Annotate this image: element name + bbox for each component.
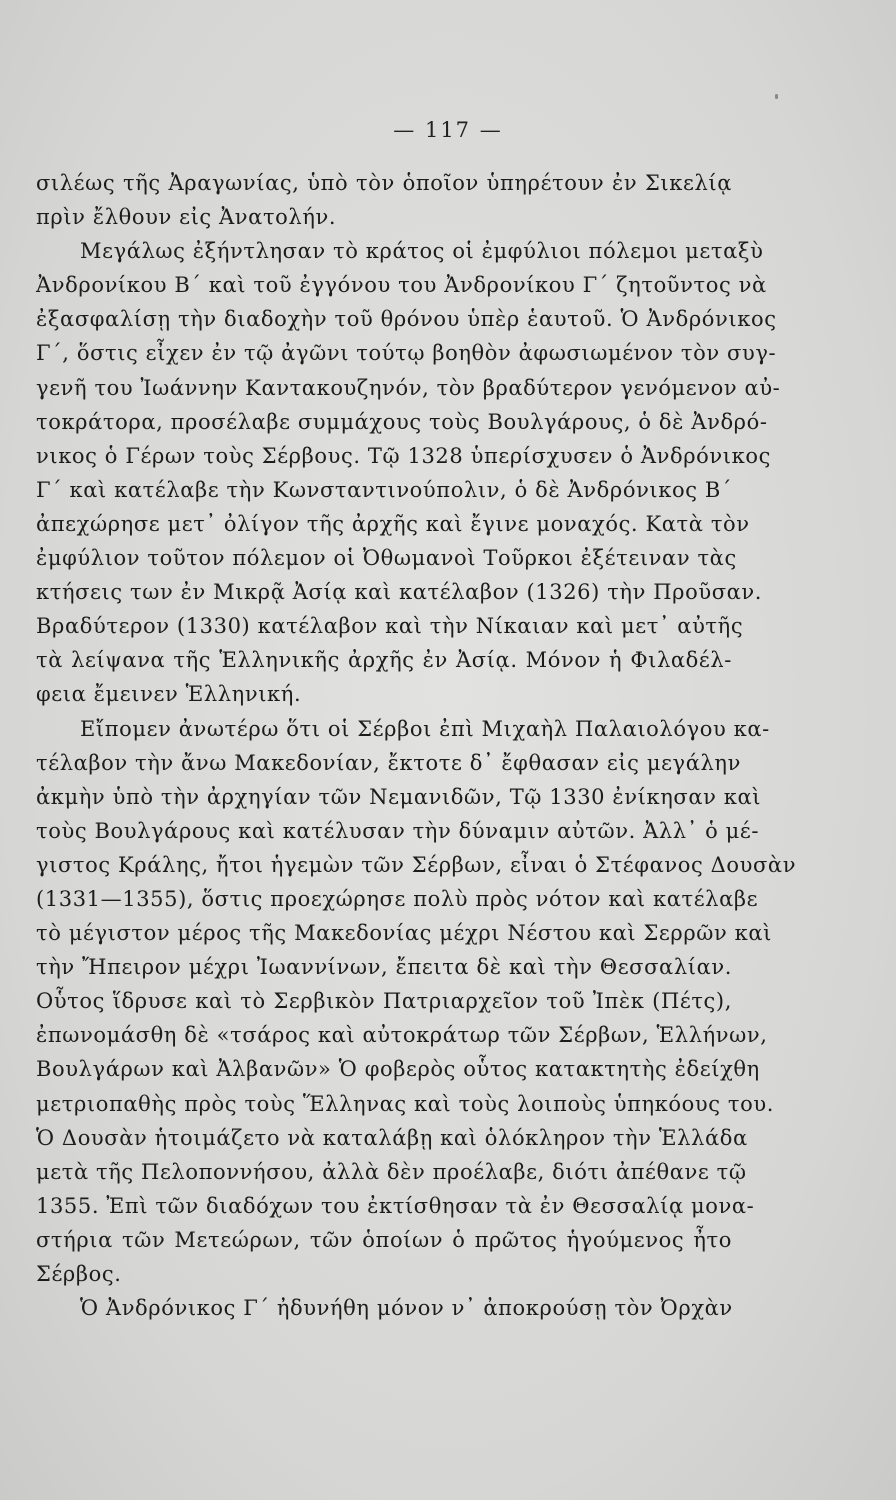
text-line: Βουλγάρων καὶ Ἀλβανῶν» Ὁ φοβερὸς οὗτος κατακτητὴς ἐδείχθη — [36, 1057, 760, 1082]
text-line: μετὰ τῆς Πελοποννήσου, ἀλλὰ δὲν προέλαβε, διότι ἀπέθανε τῷ — [36, 1159, 747, 1184]
text-line: Γ΄ καὶ κατέλαβε τὴν Κωνσταντινούπολιν, ὁ δὲ Ἀνδρόνικος Β΄ — [36, 477, 733, 502]
text-line: τέλαβον τὴν ἄνω Μακεδονίαν, ἔκτοτε δ᾽ ἔφθασαν εἰς μεγάλην — [36, 750, 741, 775]
text-line: κτήσεις των ἐν Μικρᾷ Ἀσίᾳ καὶ κατέλαβον (1326) τὴν Προῦσαν. — [36, 580, 763, 605]
text-line: (1331—1355), ὅστις προεχώρησε πολὺ πρὸς νότον καὶ κατέλαβε — [36, 886, 759, 911]
text-line: τὸ μέγιστον μέρος τῆς Μακεδονίας μέχρι Νέστου καὶ Σερρῶν καὶ — [36, 921, 773, 946]
text-line: ἀπεχώρησε μετ᾽ ὀλίγον τῆς ἀρχῆς καὶ ἔγινε μοναχός. Κατὰ τὸν — [36, 511, 750, 536]
text-line: τοὺς Βουλγάρους καὶ κατέλυσαν τὴν δύναμιν αὐτῶν. Ἀλλ᾽ ὁ μέ- — [36, 818, 760, 843]
text-line: Μεγάλως ἐξήντλησαν τὸ κράτος οἱ ἐμφύλιοι πόλεμοι μεταξὺ — [80, 239, 764, 264]
text-line: ἐξασφαλίσῃ τὴν διαδοχὴν τοῦ θρόνου ὑπὲρ ἑαυτοῦ. Ὁ Ἀνδρόνικος — [36, 307, 777, 332]
text-line: τοκράτορα, προσέλαβε συμμάχους τοὺς Βουλγάρους, ὁ δὲ Ἀνδρό- — [36, 409, 768, 434]
body-text — [36, 166, 797, 1325]
text-line: 1355. Ἐπὶ τῶν διαδόχων του ἐκτίσθησαν τὰ ἐν Θεσσαλίᾳ μονα- — [36, 1193, 755, 1218]
text-line: τὴν Ἤπειρον μέχρι Ἰωαννίνων, ἔπειτα δὲ καὶ τὴν Θεσσαλίαν. — [36, 955, 732, 980]
paper-speck — [775, 94, 778, 99]
text-line: στήρια τῶν Μετεώρων, τῶν ὁποίων ὁ πρῶτος ἡγούμενος ἦτο — [36, 1227, 732, 1252]
text-line: γενῆ του Ἰωάννην Καντακουζηνόν, τὸν βραδύτερον γενόμενον αὐ- — [36, 375, 781, 400]
text-line: Βραδύτερον (1330) κατέλαβον καὶ τὴν Νίκαιαν καὶ μετ᾽ αὐτῆς — [36, 614, 744, 639]
text-line: Ὁ Δουσὰν ἡτοιμάζετο νὰ καταλάβῃ καὶ ὁλόκληρον τὴν Ἑλλάδα — [36, 1125, 748, 1150]
text-line: Σέρβος. — [36, 1262, 122, 1286]
text-line: ἐμφύλιον τοῦτον πόλεμον οἱ Ὀθωμανοὶ Τοῦρκοι ἐξέτειναν τὰς — [36, 546, 737, 571]
text-line: πρὶν ἔλθουν εἰς Ἀνατολήν. — [36, 205, 337, 230]
text-line: Ἀνδρονίκου Β΄ καὶ τοῦ ἐγγόνου του Ἀνδρονίκου Γ΄ ζητοῦντος νὰ — [36, 273, 767, 298]
text-line: τὰ λείψανα τῆς Ἑλληνικῆς ἀρχῆς ἐν Ἀσίᾳ. Μόνον ἡ Φιλαδέλ- — [36, 648, 732, 673]
text-line: νικος ὁ Γέρων τοὺς Σέρβους. Τῷ 1328 ὑπερίσχυσεν ὁ Ἀνδρόνικος — [36, 443, 771, 468]
text-line: γιστος Κράλης, ἤτοι ἡγεμὼν τῶν Σέρβων, εἶναι ὁ Στέφανος Δουσὰν — [36, 852, 797, 877]
text-line: σιλέως τῆς Ἀραγωνίας, ὑπὸ τὸν ὁποῖον ὑπηρέτουν ἐν Σικελίᾳ — [36, 171, 732, 195]
text-line: ἐπωνομάσθη δὲ «τσάρος καὶ αὐτοκράτωρ τῶν Σέρβων, Ἑλλήνων, — [36, 1023, 768, 1048]
text-line: Οὗτος ἵδρυσε καὶ τὸ Σερβικὸν Πατριαρχεῖον τοῦ Ἰπὲκ (Πέτς), — [36, 989, 732, 1014]
text-line: Εἴπομεν ἀνωτέρω ὅτι οἱ Σέρβοι ἐπὶ Μιχαὴλ Παλαιολόγου κα- — [80, 716, 770, 741]
text-line: ἀκμὴν ὑπὸ τὴν ἀρχηγίαν τῶν Νεμανιδῶν, Τῷ 1330 ἐνίκησαν καὶ — [36, 784, 762, 809]
page-number: — 117 — — [393, 118, 503, 142]
text-line: φεια ἔμεινεν Ἑλληνική. — [36, 682, 302, 707]
text-line: Ὁ Ἀνδρόνικος Γ΄ ἠδυνήθη μόνον ν᾽ ἀποκρούσῃ τὸν Ὀρχὰν — [80, 1296, 733, 1321]
text-line: μετριοπαθὴς πρὸς τοὺς Ἕλληνας καὶ τοὺς λοιποὺς ὑπηκόους του. — [36, 1091, 774, 1116]
text-line: Γ΄, ὅστις εἶχεν ἐν τῷ ἀγῶνι τούτῳ βοηθὸν ἀφωσιωμένον τὸν συγ- — [36, 341, 777, 366]
